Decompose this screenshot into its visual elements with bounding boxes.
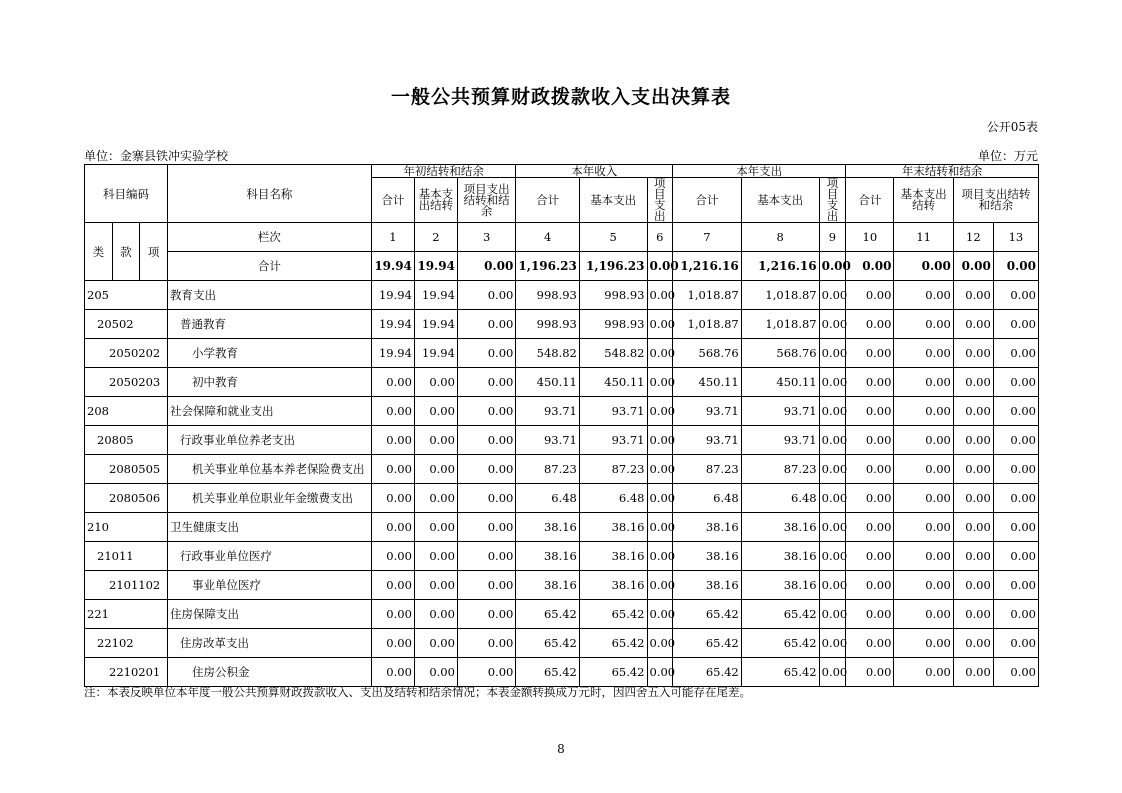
amount-cell: 0.00 [894,600,953,629]
total-value: 0.00 [457,252,515,281]
amount-cell: 0.00 [371,629,414,658]
header-subject-name: 科目名称 [167,165,371,223]
amount-cell: 0.00 [993,310,1038,339]
amount-cell: 93.71 [741,426,819,455]
header-col: 基本支出结转 [894,178,953,223]
amount-cell: 0.00 [953,513,993,542]
table-row [85,281,1039,310]
total-value: 0.00 [846,252,894,281]
amount-cell: 65.42 [579,658,647,687]
amount-cell: 0.00 [819,571,846,600]
total-row [85,252,1039,281]
header-group-begin: 年初结转和结余 [371,165,515,178]
amount-cell: 0.00 [414,484,457,513]
amount-cell: 65.42 [741,600,819,629]
subject-name: 住房公积金 [167,658,371,687]
amount-cell: 65.42 [673,600,742,629]
amount-cell: 0.00 [953,397,993,426]
header-col: 基本支出 [579,178,647,223]
amount-cell: 0.00 [457,484,515,513]
amount-cell: 0.00 [819,455,846,484]
amount-cell: 38.16 [516,513,580,542]
amount-cell: 0.00 [993,426,1038,455]
table-row [85,397,1039,426]
amount-cell: 6.48 [673,484,742,513]
total-label: 合计 [167,252,371,281]
subject-name: 普通教育 [167,310,371,339]
total-value: 19.94 [371,252,414,281]
amount-cell: 0.00 [819,426,846,455]
amount-cell: 0.00 [819,600,846,629]
amount-cell: 87.23 [579,455,647,484]
amount-cell: 0.00 [819,281,846,310]
header-group-income: 本年收入 [516,165,673,178]
header-col: 项目支出结转和结余 [457,178,515,223]
amount-cell: 0.00 [457,513,515,542]
col-number: 9 [819,223,846,252]
table-row [85,513,1039,542]
amount-cell: 0.00 [371,658,414,687]
header-xiang: 项 [140,223,168,281]
amount-cell: 0.00 [819,542,846,571]
amount-cell: 0.00 [846,629,894,658]
total-value: 1,196.23 [579,252,647,281]
amount-cell: 0.00 [457,542,515,571]
form-number: 公开05表 [986,120,1038,134]
table-row [85,455,1039,484]
table-row [85,484,1039,513]
subject-code: 2050203 [85,368,168,397]
amount-cell: 0.00 [414,658,457,687]
table-row [85,600,1039,629]
amount-cell: 0.00 [993,600,1038,629]
col-number: 1 [371,223,414,252]
amount-cell: 0.00 [414,455,457,484]
amount-cell: 38.16 [579,571,647,600]
amount-cell: 0.00 [647,397,673,426]
amount-cell: 93.71 [579,426,647,455]
amount-cell: 0.00 [846,542,894,571]
header-col: 合计 [516,178,580,223]
amount-cell: 998.93 [516,310,580,339]
amount-cell: 0.00 [894,513,953,542]
amount-cell: 93.71 [579,397,647,426]
header-subject-code: 科目编码 [85,165,168,223]
col-number: 2 [414,223,457,252]
col-number: 11 [894,223,953,252]
subject-code: 20502 [85,310,168,339]
amount-cell: 19.94 [414,310,457,339]
amount-cell: 65.42 [741,629,819,658]
amount-cell: 0.00 [414,600,457,629]
amount-cell: 0.00 [819,658,846,687]
amount-cell: 0.00 [414,397,457,426]
amount-cell: 0.00 [819,629,846,658]
amount-cell: 93.71 [673,426,742,455]
amount-cell: 0.00 [953,658,993,687]
total-value: 0.00 [647,252,673,281]
total-value: 0.00 [894,252,953,281]
amount-cell: 87.23 [741,455,819,484]
amount-cell: 450.11 [673,368,742,397]
amount-cell: 6.48 [741,484,819,513]
amount-cell: 0.00 [953,571,993,600]
header-col: 基本支出结转 [414,178,457,223]
amount-cell: 0.00 [819,339,846,368]
page-number: 8 [557,742,565,756]
total-value: 0.00 [819,252,846,281]
amount-cell: 0.00 [894,397,953,426]
amount-cell: 0.00 [457,600,515,629]
amount-cell: 0.00 [371,455,414,484]
amount-cell: 0.00 [647,658,673,687]
amount-cell: 19.94 [414,339,457,368]
amount-cell: 0.00 [846,455,894,484]
amount-cell: 0.00 [647,368,673,397]
amount-cell: 38.16 [516,542,580,571]
table-row [85,658,1039,687]
amount-cell: 93.71 [516,397,580,426]
amount-cell: 998.93 [579,281,647,310]
amount-cell: 0.00 [846,397,894,426]
amount-cell: 0.00 [894,484,953,513]
amount-cell: 65.42 [741,658,819,687]
table-row [85,339,1039,368]
subject-code: 210 [85,513,168,542]
amount-cell: 568.76 [673,339,742,368]
amount-cell: 0.00 [894,571,953,600]
amount-cell: 0.00 [894,281,953,310]
amount-cell: 0.00 [647,513,673,542]
amount-cell: 0.00 [414,368,457,397]
amount-cell: 1,018.87 [673,281,742,310]
subject-name: 住房改革支出 [167,629,371,658]
amount-cell: 0.00 [846,281,894,310]
amount-cell: 65.42 [516,600,580,629]
header-group-end: 年末结转和结余 [846,165,1039,178]
amount-cell: 65.42 [673,658,742,687]
total-value: 1,216.16 [741,252,819,281]
col-number: 8 [741,223,819,252]
amount-cell: 0.00 [414,513,457,542]
subject-code: 22102 [85,629,168,658]
amount-cell: 0.00 [647,455,673,484]
amount-cell: 38.16 [673,513,742,542]
amount-cell: 450.11 [579,368,647,397]
amount-cell: 0.00 [371,484,414,513]
amount-cell: 0.00 [647,629,673,658]
amount-cell: 0.00 [953,310,993,339]
subject-code: 2080505 [85,455,168,484]
amount-cell: 38.16 [516,571,580,600]
subject-code: 208 [85,397,168,426]
amount-cell: 0.00 [819,484,846,513]
amount-cell: 0.00 [414,571,457,600]
amount-cell: 0.00 [457,658,515,687]
subject-code: 2101102 [85,571,168,600]
amount-cell: 65.42 [579,629,647,658]
amount-cell: 450.11 [516,368,580,397]
amount-cell: 0.00 [846,600,894,629]
table-row [85,542,1039,571]
col-number: 5 [579,223,647,252]
amount-cell: 19.94 [371,310,414,339]
amount-cell: 0.00 [647,310,673,339]
amount-cell: 0.00 [414,426,457,455]
amount-cell: 19.94 [371,339,414,368]
header-group-expense: 本年支出 [673,165,846,178]
col-number: 4 [516,223,580,252]
amount-cell: 0.00 [457,426,515,455]
amount-cell: 0.00 [953,542,993,571]
amount-cell: 1,018.87 [741,310,819,339]
amount-cell: 0.00 [647,571,673,600]
header-col: 合计 [846,178,894,223]
header-col: 基本支出 [741,178,819,223]
amount-cell: 0.00 [414,629,457,658]
total-value: 0.00 [953,252,993,281]
subject-code: 205 [85,281,168,310]
subject-code: 2210201 [85,658,168,687]
amount-cell: 87.23 [673,455,742,484]
amount-cell: 0.00 [457,281,515,310]
header-col: 合计 [371,178,414,223]
amount-cell: 38.16 [673,542,742,571]
col-number: 12 [953,223,993,252]
amount-cell: 0.00 [371,571,414,600]
amount-cell: 0.00 [846,513,894,542]
amount-cell: 0.00 [894,629,953,658]
amount-cell: 6.48 [516,484,580,513]
amount-cell: 0.00 [457,455,515,484]
amount-cell: 0.00 [993,455,1038,484]
amount-cell: 0.00 [953,426,993,455]
amount-cell: 38.16 [741,571,819,600]
col-number: 10 [846,223,894,252]
subject-name: 行政事业单位养老支出 [167,426,371,455]
amount-cell: 548.82 [579,339,647,368]
amount-cell: 87.23 [516,455,580,484]
col-number: 7 [673,223,742,252]
amount-cell: 0.00 [953,339,993,368]
header-row-1 [85,165,1039,178]
amount-cell: 0.00 [894,310,953,339]
amount-cell: 0.00 [993,513,1038,542]
amount-cell: 65.42 [579,600,647,629]
amount-cell: 998.93 [516,281,580,310]
subject-code: 2050202 [85,339,168,368]
subject-name: 机关事业单位职业年金缴费支出 [167,484,371,513]
amount-cell: 1,018.87 [741,281,819,310]
amount-cell: 0.00 [647,339,673,368]
amount-cell: 65.42 [673,629,742,658]
amount-cell: 38.16 [741,542,819,571]
total-value: 1,216.16 [673,252,742,281]
unit-organization: 单位：金寨县铁冲实验学校 [84,149,229,163]
total-value: 0.00 [993,252,1038,281]
amount-cell: 0.00 [457,571,515,600]
header-col: 项目支出 [647,178,673,223]
header-col: 项目支出 [819,178,846,223]
amount-cell: 0.00 [894,658,953,687]
amount-cell: 0.00 [457,397,515,426]
subject-name: 机关事业单位基本养老保险费支出 [167,455,371,484]
header-col: 合计 [673,178,742,223]
amount-cell: 0.00 [371,397,414,426]
budget-table [84,164,1039,687]
amount-cell: 38.16 [579,513,647,542]
table-row [85,368,1039,397]
amount-cell: 0.00 [846,310,894,339]
header-class: 类 [85,223,113,281]
subject-name: 事业单位医疗 [167,571,371,600]
amount-cell: 450.11 [741,368,819,397]
amount-cell: 0.00 [993,397,1038,426]
amount-cell: 0.00 [371,368,414,397]
amount-cell: 0.00 [846,339,894,368]
amount-cell: 0.00 [894,368,953,397]
amount-cell: 1,018.87 [673,310,742,339]
amount-cell: 0.00 [457,629,515,658]
amount-cell: 0.00 [819,368,846,397]
amount-cell: 0.00 [953,484,993,513]
amount-cell: 0.00 [819,397,846,426]
col-number: 13 [993,223,1038,252]
amount-cell: 0.00 [894,339,953,368]
amount-cell: 65.42 [516,658,580,687]
subject-code: 20805 [85,426,168,455]
amount-cell: 0.00 [846,484,894,513]
amount-cell: 0.00 [993,281,1038,310]
amount-cell: 0.00 [414,542,457,571]
page-title: 一般公共预算财政拨款收入支出决算表 [390,86,731,108]
amount-cell: 0.00 [371,600,414,629]
amount-cell: 0.00 [953,281,993,310]
subject-name: 教育支出 [167,281,371,310]
table-row [85,310,1039,339]
amount-cell: 0.00 [846,658,894,687]
col-number: 6 [647,223,673,252]
unit-money: 单位：万元 [977,149,1038,163]
header-lanci: 栏次 [167,223,371,252]
subject-name: 初中教育 [167,368,371,397]
subject-name: 小学教育 [167,339,371,368]
table-row [85,571,1039,600]
amount-cell: 0.00 [993,571,1038,600]
amount-cell: 0.00 [371,426,414,455]
amount-cell: 0.00 [953,600,993,629]
amount-cell: 6.48 [579,484,647,513]
amount-cell: 0.00 [993,542,1038,571]
amount-cell: 38.16 [673,571,742,600]
subject-code: 2080506 [85,484,168,513]
col-number: 3 [457,223,515,252]
amount-cell: 0.00 [846,426,894,455]
amount-cell: 0.00 [894,542,953,571]
subject-name: 住房保障支出 [167,600,371,629]
amount-cell: 548.82 [516,339,580,368]
amount-cell: 568.76 [741,339,819,368]
amount-cell: 0.00 [846,571,894,600]
amount-cell: 0.00 [647,600,673,629]
amount-cell: 0.00 [953,368,993,397]
amount-cell: 0.00 [819,513,846,542]
header-row-lanci [85,223,1039,252]
total-value: 19.94 [414,252,457,281]
amount-cell: 998.93 [579,310,647,339]
amount-cell: 0.00 [894,455,953,484]
subject-name: 行政事业单位医疗 [167,542,371,571]
subject-code: 221 [85,600,168,629]
amount-cell: 0.00 [457,339,515,368]
amount-cell: 0.00 [819,310,846,339]
amount-cell: 0.00 [953,455,993,484]
amount-cell: 0.00 [846,368,894,397]
total-value: 1,196.23 [516,252,580,281]
amount-cell: 93.71 [741,397,819,426]
amount-cell: 0.00 [371,542,414,571]
footnote: 注：本表反映单位本年度一般公共预算财政拨款收入、支出及结转和结余情况；本表金额转换成万元时，因四舍五入可能存在尾差。 [84,685,751,699]
amount-cell: 0.00 [993,339,1038,368]
amount-cell: 0.00 [647,542,673,571]
header-kuan: 款 [112,223,140,281]
amount-cell: 0.00 [993,484,1038,513]
amount-cell: 65.42 [516,629,580,658]
amount-cell: 0.00 [457,368,515,397]
amount-cell: 0.00 [993,658,1038,687]
amount-cell: 93.71 [516,426,580,455]
amount-cell: 93.71 [673,397,742,426]
amount-cell: 38.16 [579,542,647,571]
header-col: 项目支出结转和结余 [953,178,1038,223]
amount-cell: 0.00 [993,629,1038,658]
amount-cell: 38.16 [741,513,819,542]
amount-cell: 0.00 [457,310,515,339]
amount-cell: 0.00 [647,484,673,513]
subject-name: 社会保障和就业支出 [167,397,371,426]
amount-cell: 0.00 [894,426,953,455]
amount-cell: 19.94 [414,281,457,310]
amount-cell: 0.00 [953,629,993,658]
amount-cell: 0.00 [647,281,673,310]
amount-cell: 19.94 [371,281,414,310]
subject-name: 卫生健康支出 [167,513,371,542]
amount-cell: 0.00 [993,368,1038,397]
table-row [85,629,1039,658]
subject-code: 21011 [85,542,168,571]
amount-cell: 0.00 [371,513,414,542]
table-row [85,426,1039,455]
amount-cell: 0.00 [647,426,673,455]
